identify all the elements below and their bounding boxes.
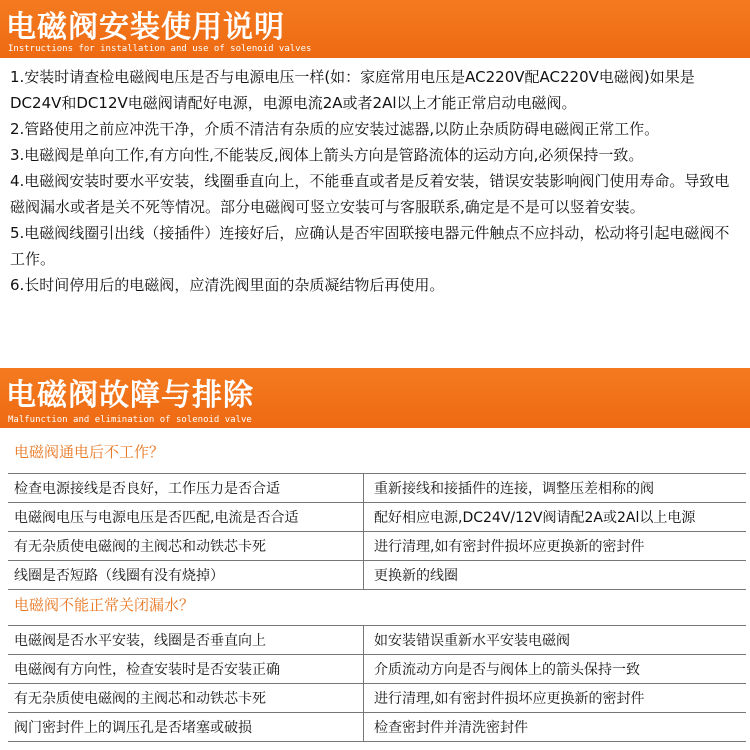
table-row [8, 474, 746, 503]
fault-table [8, 625, 746, 742]
page-title: 电磁阀安装使用说明 [6, 10, 285, 45]
table-row [8, 684, 746, 713]
instruction-item: 3.电磁阀是单向工作,有方向性,不能装反,阀体上箭头方向是管路流体的运动方向,必须保持一致。 [10, 146, 644, 164]
fix-cell: 介质流动方向是否与阀体上的箭头保持一致 [374, 662, 640, 678]
cause-cell: 检查电源接线是否良好，工作压力是否合适 [8, 474, 364, 502]
fix-cell: 如安装错误重新水平安装电磁阀 [374, 633, 570, 649]
table-row [8, 655, 746, 684]
table-row [8, 713, 746, 742]
cause-cell: 电磁阀电压与电源电压是否匹配,电流是否合适 [8, 503, 364, 531]
instruction-item: 2.管路使用之前应冲洗干净，介质不清洁有杂质的应安装过滤器,以防止杂质防碍电磁阀正常工作。 [10, 120, 660, 138]
table-row [8, 503, 746, 532]
page-subtitle: Instructions for installation and use of solenoid valves [8, 44, 312, 54]
instruction-item: 6.长时间停用后的电磁阀，应清洗阀里面的杂质凝结物后再使用。 [10, 276, 445, 294]
fix-cell: 进行清理,如有密封件损坏应更换新的密封件 [374, 539, 645, 555]
fault-heading: 电磁阀通电后不工作？ [14, 443, 165, 461]
fix-cell: 进行清理,如有密封件损坏应更换新的密封件 [374, 691, 645, 707]
cause-cell: 有无杂质使电磁阀的主阀芯和动铁芯卡死 [8, 532, 364, 560]
cause-cell: 电磁阀有方向性，检查安装时是否安装正确 [8, 655, 364, 683]
table-row [8, 532, 746, 561]
instruction-item: 1.安装时请查检电磁阀电压是否与电源电压一样(如：家庭常用电压是AC220V配AC220V电磁阀)如果是DC24V和DC12V电磁阀请配好电源，电源电流2A或者2Al以上才能正常启动电磁阀。 [10, 68, 695, 112]
table-row [8, 561, 746, 590]
fault-table [8, 473, 746, 590]
section-subtitle: Malfunction and elimination of solenoid valve [8, 415, 252, 425]
header-banner [0, 0, 750, 58]
troubleshooting-banner [0, 368, 750, 428]
fix-cell: 更换新的线圈 [374, 568, 458, 584]
fault-heading: 电磁阀不能正常关闭漏水？ [14, 596, 195, 614]
instructions-list [10, 64, 742, 298]
table-row [8, 626, 746, 655]
cause-cell: 线圈是否短路（线圈有没有烧掉） [8, 561, 364, 589]
cause-cell: 阀门密封件上的调压孔是否堵塞或破损 [8, 713, 364, 741]
fix-cell: 配好相应电源,DC24V/12V阀请配2A或2Al以上电源 [374, 510, 696, 526]
cause-cell: 电磁阀是否水平安装，线圈是否垂直向上 [8, 626, 364, 654]
section-title: 电磁阀故障与排除 [6, 378, 254, 413]
instruction-item: 5.电磁阀线圈引出线（接插件）连接好后，应确认是否牢固联接电器元件触点不应抖动，松动将引起电磁阀不工作。 [10, 224, 730, 268]
fix-cell: 重新接线和接插件的连接，调整压差相称的阀 [374, 481, 654, 497]
instruction-item: 4.电磁阀安装时要水平安装，线圈垂直向上，不能垂直或者是反着安装，错误安装影响阀门使用寿命。导致电磁阀漏水或者是关不死等情况。部分电磁阀可竖立安装可与客服联系,确定是不是可以竖着安装。 [10, 172, 730, 216]
fix-cell: 检查密封件并清洗密封件 [374, 720, 528, 736]
cause-cell: 有无杂质使电磁阀的主阀芯和动铁芯卡死 [8, 684, 364, 712]
